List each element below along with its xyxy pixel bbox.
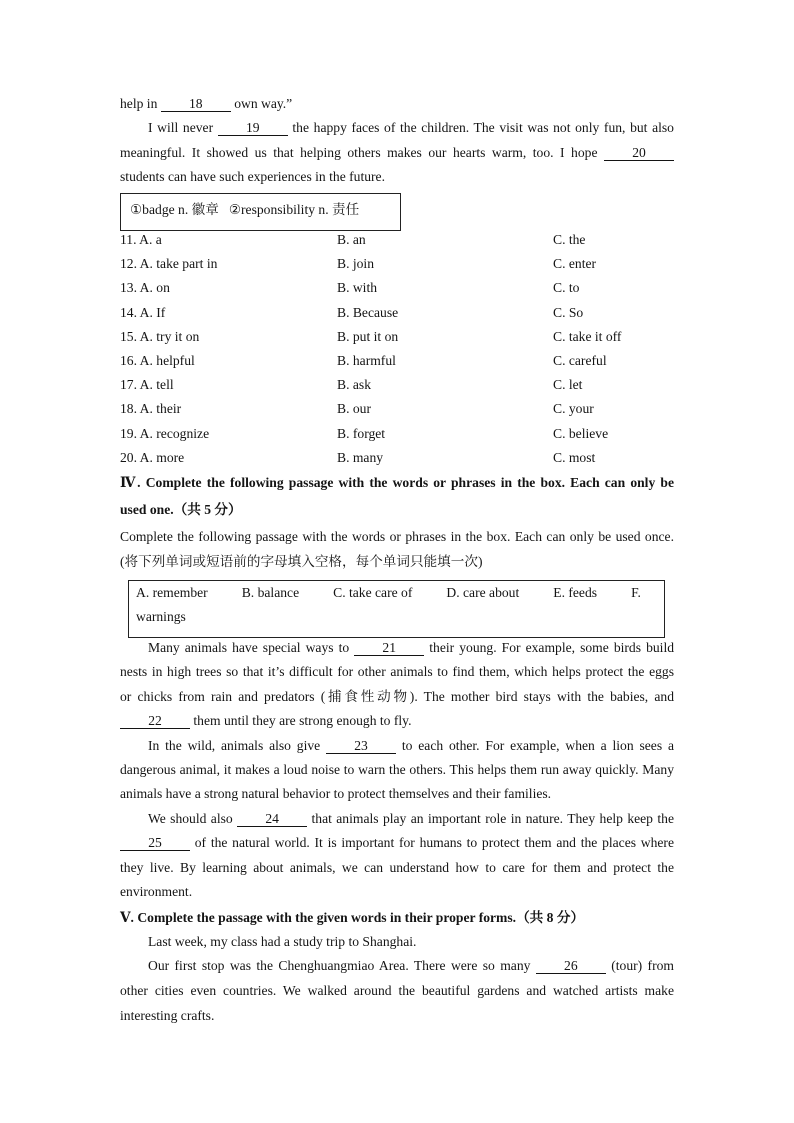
answer-blank: 22 — [120, 714, 190, 729]
passage-line: nests in high trees so that it’s difficult for other animals to find them, which helps protect the eggs — [120, 664, 674, 680]
option-a — [120, 349, 195, 373]
answer-blank: 23 — [326, 739, 396, 754]
option-b: B. ask — [337, 377, 371, 393]
option-b: B. our — [337, 401, 371, 417]
passage-line: animals have a strong natural behavior to protect themselves and their families. — [120, 786, 552, 802]
vocabulary-note: ①badge n. 徽章 — [130, 202, 219, 217]
question-number: 12. — [120, 256, 137, 272]
option-row — [120, 397, 674, 421]
option-row — [120, 373, 674, 397]
option-c: C. So — [553, 304, 584, 320]
option-b: B. with — [337, 280, 378, 296]
option-c: C. careful — [553, 352, 607, 368]
option-b: B. join — [337, 256, 375, 272]
passage-text: We should also — [148, 810, 233, 826]
cloze-passage-ending — [120, 92, 674, 190]
question-number: 18. — [120, 401, 137, 417]
passage-line: Last week, my class had a study trip to Shanghai. — [148, 933, 417, 949]
answer-blank: 26 — [536, 959, 606, 974]
option-a — [120, 228, 162, 252]
passage-text: of the natural world. It is important for humans to protect them and the places where — [194, 835, 674, 851]
question-number: 16. — [120, 352, 137, 368]
section-4-heading — [120, 469, 674, 523]
option-a-text: A. helpful — [139, 352, 195, 368]
passage-line — [120, 807, 674, 831]
option-b: B. an — [337, 232, 366, 247]
passage-text: them until they are strong enough to fly. — [193, 713, 412, 729]
passage-line: other cities even countries. We walked around the beautiful gardens and watched artists make — [120, 983, 674, 999]
option-a-text: A. take part in — [139, 256, 218, 272]
passage-text: to each other. For example, when a lion sees a — [401, 737, 674, 753]
option-c: C. most — [553, 449, 596, 465]
passage-line — [120, 92, 674, 116]
word-bank-row — [136, 581, 641, 605]
heading-line: Ⅳ. Complete the following passage with the words or phrases in the box. Each can only be — [120, 474, 674, 490]
instruction-line-chinese: (将下列单词或短语前的字母填入空格，每个单词只能填一次) — [120, 553, 483, 569]
option-c: C. your — [553, 401, 594, 417]
option-c: C. take it off — [553, 328, 622, 344]
passage-line — [120, 709, 674, 733]
option-row — [120, 301, 674, 325]
option-row — [120, 228, 674, 252]
heading-line: used one.（共 5 分） — [120, 501, 242, 517]
passage-text: Many animals have special ways to — [148, 640, 350, 655]
option-a — [120, 397, 181, 421]
word-option: F. — [631, 585, 641, 600]
option-b: B. forget — [337, 425, 386, 441]
option-a-text: A. recognize — [139, 425, 210, 441]
word-option: C. take care of — [333, 585, 413, 600]
option-c: C. the — [553, 232, 586, 247]
passage-line: or chicks from rain and predators (捕食性动物). The mother bird stays with the babies, and — [120, 688, 674, 704]
option-a-text: A. try it on — [139, 328, 200, 344]
option-a — [120, 252, 217, 276]
word-option: warnings — [136, 609, 186, 624]
option-a — [120, 276, 170, 300]
instruction-line: Complete the following passage with the words or phrases in the box. Each can only be used once. — [120, 528, 674, 544]
passage-text: help in — [120, 96, 158, 111]
word-option: B. balance — [241, 585, 300, 600]
passage-line: they live. By learning about animals, we can understand how to care for them and protect the — [120, 859, 674, 875]
passage-text: the happy faces of the children. The visit was not only fun, but also — [292, 120, 674, 136]
option-a — [120, 301, 165, 325]
option-a-text: A. their — [139, 401, 182, 417]
word-bank-row — [136, 605, 664, 629]
passage-text: their young. For example, some birds build — [429, 640, 675, 655]
option-a-text: A. more — [139, 449, 185, 465]
option-a — [120, 325, 199, 349]
word-option: D. care about — [446, 585, 520, 600]
option-c: C. to — [553, 280, 580, 296]
answer-blank: 20 — [604, 146, 674, 161]
passage-line: dangerous animal, it makes a loud noise to warn the others. This helps them run away quickly. Many — [120, 761, 674, 777]
vocabulary-note-box — [120, 193, 401, 231]
option-row — [120, 325, 674, 349]
question-number: 17. — [120, 377, 137, 393]
option-row — [120, 276, 674, 300]
answer-blank: 21 — [354, 641, 424, 656]
section-4-passage — [120, 636, 674, 904]
option-a — [120, 446, 184, 470]
passage-text: I will never — [148, 120, 214, 136]
passage-line — [120, 954, 674, 979]
question-number: 11. — [120, 232, 137, 247]
word-option: E. feeds — [553, 585, 598, 600]
section-4-instructions — [120, 524, 674, 574]
question-number: 20. — [120, 449, 137, 465]
passage-line — [120, 116, 674, 140]
question-number: 15. — [120, 328, 137, 344]
option-c: C. believe — [553, 425, 609, 441]
heading-line: Ⅴ. Complete the passage with the given words in their proper forms.（共 8 分） — [120, 909, 585, 925]
answer-blank: 19 — [218, 121, 288, 136]
cloze-options — [120, 228, 674, 470]
passage-line — [120, 734, 674, 758]
option-b: B. Because — [337, 304, 399, 320]
word-bank-box — [128, 580, 665, 638]
passage-text: Our first stop was the Chenghuangmiao Area. There were so many — [148, 958, 531, 974]
passage-line: interesting crafts. — [120, 1007, 215, 1023]
option-c: C. enter — [553, 256, 597, 272]
question-number: 19. — [120, 425, 137, 441]
vocabulary-note: ②responsibility n. 责任 — [228, 202, 360, 217]
passage-text: own way.” — [234, 96, 293, 111]
passage-text: meaningful. It showed us that helping others makes our hearts warm, too. I hope — [120, 144, 598, 160]
passage-text: (tour) from — [611, 958, 674, 974]
passage-line: students can have such experiences in the future. — [120, 169, 385, 185]
passage-text: In the wild, animals also give — [148, 737, 321, 753]
option-row — [120, 349, 674, 373]
question-number: 13. — [120, 280, 137, 296]
section-5-heading — [120, 905, 674, 930]
passage-line: environment. — [120, 883, 193, 899]
answer-blank: 18 — [161, 97, 231, 112]
passage-line — [120, 831, 674, 855]
option-b: B. harmful — [337, 352, 396, 368]
option-row — [120, 446, 674, 470]
option-c: C. let — [553, 377, 583, 393]
option-a-text: A. If — [139, 304, 166, 320]
option-b: B. many — [337, 449, 384, 465]
option-a-text: A. tell — [139, 377, 174, 393]
passage-text: that animals play an important role in nature. They help keep the — [311, 810, 674, 826]
option-b: B. put it on — [337, 328, 399, 344]
option-row — [120, 252, 674, 276]
passage-line — [120, 141, 674, 165]
section-5-passage — [120, 930, 674, 1029]
answer-blank: 24 — [237, 812, 307, 827]
option-row — [120, 422, 674, 446]
word-option: A. remember — [136, 585, 208, 600]
option-a-text: A. a — [139, 232, 162, 247]
option-a-text: A. on — [139, 280, 170, 296]
answer-blank: 25 — [120, 836, 190, 851]
passage-line — [120, 636, 674, 660]
option-a — [120, 422, 209, 446]
question-number: 14. — [120, 304, 137, 320]
option-a — [120, 373, 174, 397]
